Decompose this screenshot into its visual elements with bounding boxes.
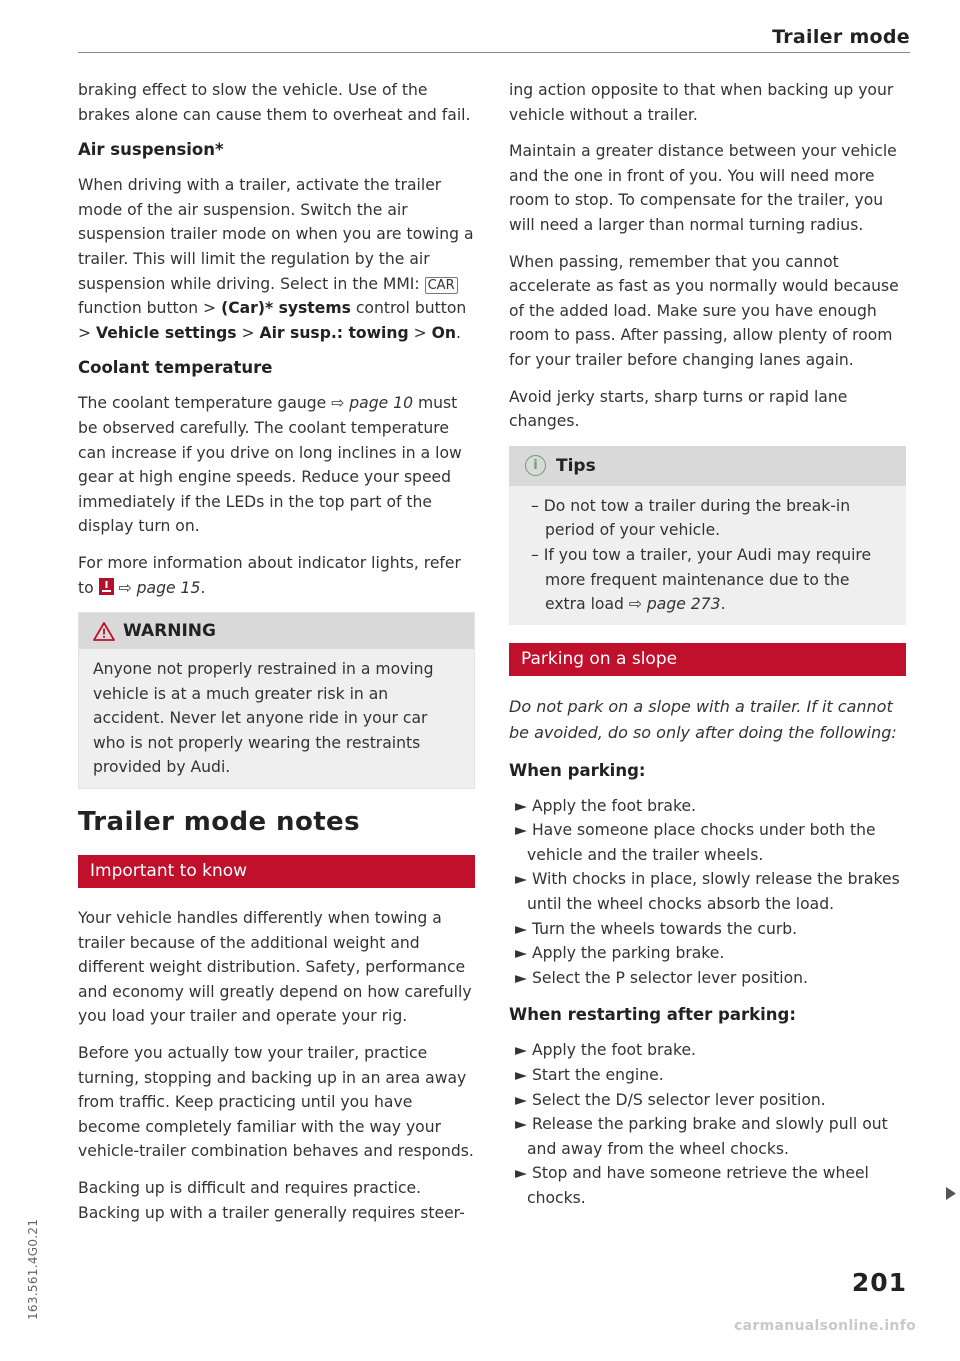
- restart-steps: [509, 1038, 906, 1210]
- list-item: ► Release the parking brake and slowly pull out and away from the wheel chocks.: [515, 1115, 888, 1158]
- margin-code: [26, 1120, 46, 1320]
- coolant-text-c: For more information about indicator lights, refer to: [78, 553, 461, 597]
- coolant-heading: Coolant temperature: [78, 358, 273, 378]
- tip2-end: .: [720, 595, 726, 614]
- handling-paragraph: Your vehicle handles differently when towing a trailer because of the additional weight and different weight distribution. Safety, performance and economy will greatly depend on how carefully you load your trailer and operate your rig.: [78, 909, 472, 1026]
- tips-header: [509, 446, 906, 486]
- info-icon: i: [525, 455, 546, 476]
- sep-2: >: [408, 323, 432, 342]
- tips-box: [509, 446, 906, 625]
- list-item: ► Turn the wheels towards the curb.: [515, 919, 798, 938]
- parking-on-slope-bar: Parking on a slope: [509, 643, 906, 676]
- distance-paragraph: Maintain a greater distance between your vehicle and the one in front of you. You will need more room to stop. To compensate for the trailer, you will need a larger than normal turning radius.: [509, 142, 897, 234]
- warning-header: [79, 613, 474, 649]
- watermark: carmanualsonline.info: [734, 1318, 916, 1334]
- list-item: ► Apply the parking brake.: [515, 944, 725, 963]
- coolant-paragraph-2: [78, 551, 475, 600]
- section-title: Trailer mode notes: [78, 807, 360, 838]
- warning-box: [78, 612, 475, 789]
- menu-air-susp-towing: Air susp.: towing: [259, 323, 409, 342]
- tip-item: [523, 543, 892, 617]
- list-item: ► Stop and have someone retrieve the wheel chocks.: [515, 1164, 869, 1207]
- coolant-text-a: The coolant temperature gauge: [78, 394, 332, 413]
- air-end: .: [456, 323, 461, 342]
- intro-paragraph: braking effect to slow the vehicle. Use of the brakes alone can cause them to overheat and fail.: [78, 81, 471, 124]
- page-273-link[interactable]: ⇨ page 273: [628, 595, 721, 614]
- coolant-paragraph-1: [78, 391, 475, 539]
- menu-vehicle-settings: Vehicle settings: [96, 323, 237, 342]
- warning-title: WARNING: [123, 621, 216, 642]
- menu-car-systems: (Car)* systems: [221, 299, 351, 318]
- indicator-symbol-icon: [99, 578, 114, 595]
- tip2-text: – If you tow a trailer, your Audi may require more frequent maintenance due to the extra load: [531, 545, 872, 614]
- when-parking-heading: When parking:: [509, 760, 646, 780]
- list-item: ► Apply the foot brake.: [515, 1041, 697, 1060]
- tips-title: Tips: [556, 455, 596, 476]
- tip-item: – Do not tow a trailer during the break-in period of your vehicle.: [531, 496, 851, 540]
- parking-intro: Do not park on a slope with a trailer. If it cannot be avoided, do so only after doing the following:: [509, 696, 897, 742]
- header-title: Trailer mode: [772, 26, 910, 48]
- car-key: CAR: [425, 277, 458, 294]
- margin-code-text: 163.561.4G0.21: [26, 1218, 40, 1320]
- tips-body: [509, 486, 906, 625]
- list-item: ► Apply the foot brake.: [515, 796, 697, 815]
- steering-paragraph: ing action opposite to that when backing up your vehicle without a trailer.: [509, 81, 894, 124]
- air-text-a: When driving with a trailer, activate the trailer mode of the air suspension. Switch the air suspension trailer mode on when you are towing a trailer. This will limit the regulation by the air suspension while driving. Select in the MMI:: [78, 176, 474, 293]
- page-header: [78, 24, 910, 53]
- page-10-link[interactable]: ⇨ page 10: [331, 394, 413, 413]
- air-suspension-heading: Air suspension*: [78, 140, 224, 160]
- page-15-link[interactable]: ⇨ page 15: [118, 578, 201, 597]
- list-item: ► Start the engine.: [515, 1066, 664, 1085]
- continue-arrow-icon: [946, 1187, 957, 1200]
- page-number: 201: [851, 1268, 907, 1297]
- jerky-paragraph: Avoid jerky starts, sharp turns or rapid lane changes.: [509, 387, 848, 431]
- warning-triangle-icon: [93, 622, 115, 641]
- backing-paragraph: Backing up is difficult and requires practice. Backing up with a trailer generally requires steer-: [78, 1179, 465, 1222]
- air-text-b: function button >: [78, 299, 222, 318]
- passing-paragraph: When passing, remember that you cannot accelerate as fast as you normally would because of the added load. Make sure you have enough room to pass. After passing, allow plenty of room for your trailer before changing lanes again.: [509, 252, 899, 369]
- sep-1: >: [236, 323, 260, 342]
- menu-on: On: [431, 323, 456, 342]
- air-text-c: control button >: [78, 299, 467, 342]
- list-item: ► Select the D/S selector lever position.: [515, 1090, 826, 1109]
- coolant-text-b: must be observed carefully. The coolant temperature can increase if you drive on long inclines in a low gear at high engine speeds. Reduce your speed immediately if the LEDs in the top part of the display turn on.: [78, 394, 462, 536]
- warning-text: Anyone not properly restrained in a moving vehicle is at a much greater risk in an accident. Never let anyone ride in your car who is not properly wearing the restraints provided by Audi.: [79, 649, 474, 788]
- list-item: ► Select the P selector lever position.: [515, 968, 808, 987]
- left-column: [78, 78, 475, 1237]
- right-column: [509, 78, 906, 1225]
- parking-steps: [509, 794, 906, 991]
- practice-paragraph: Before you actually tow your trailer, practice turning, stopping and backing up in an area away from traffic. Keep practicing until you have become completely familiar with the way your vehicle-trailer combination behaves and responds.: [78, 1044, 474, 1161]
- when-restarting-heading: When restarting after parking:: [509, 1005, 796, 1025]
- coolant-end: .: [200, 578, 206, 597]
- important-to-know-bar: Important to know: [78, 855, 475, 888]
- list-item: ► Have someone place chocks under both the vehicle and the trailer wheels.: [515, 821, 876, 864]
- air-suspension-paragraph: [78, 173, 475, 345]
- list-item: ► With chocks in place, slowly release the brakes until the wheel chocks absorb the load.: [515, 870, 900, 914]
